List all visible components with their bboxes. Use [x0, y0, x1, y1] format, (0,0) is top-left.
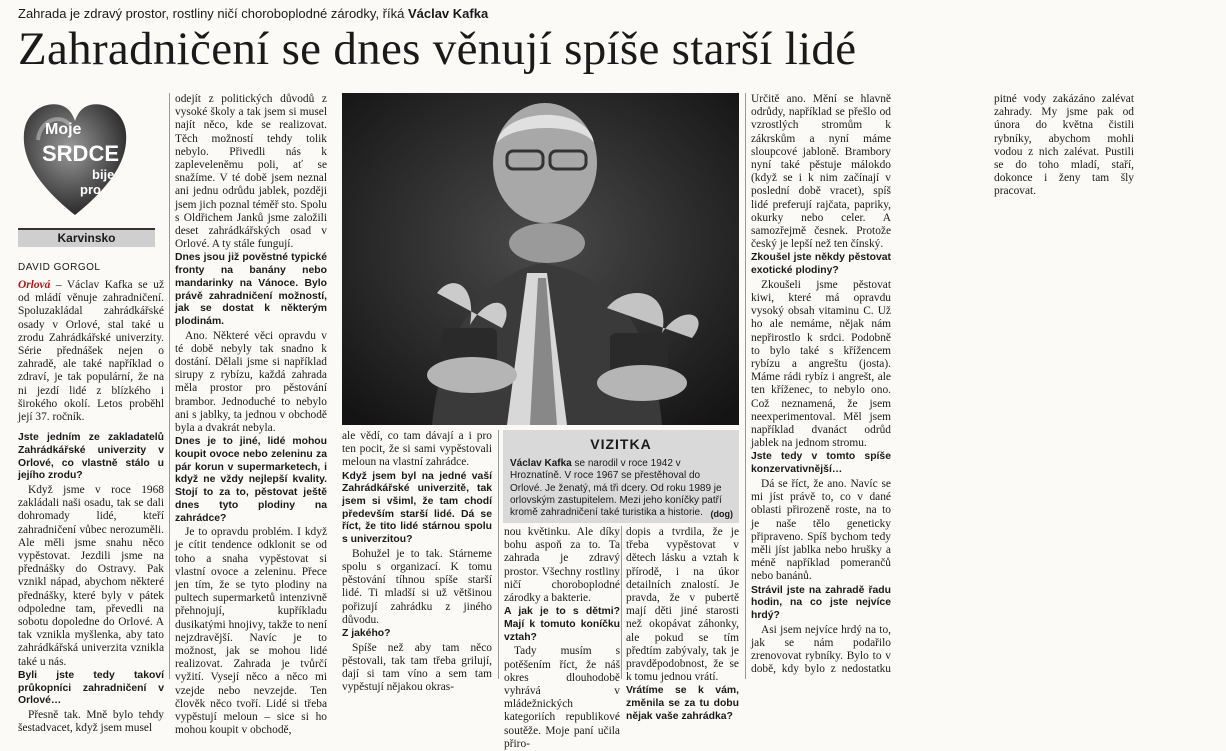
- question: Jste tedy v tomto spíše konzervativnější…: [751, 451, 891, 476]
- author-byline: DAVID GORGOL: [18, 262, 101, 273]
- logo-line3: bije: [92, 167, 115, 182]
- column-5: [626, 526, 739, 722]
- box-name: Václav Kafka: [510, 458, 572, 469]
- question: Jste jedním ze zakladatelů Zahrádkářské univerzity v Orlové, co vlastně stálo u jejího zrodu?: [18, 432, 164, 482]
- box-title: VIZITKA: [590, 436, 652, 452]
- paragraph: Zkoušeli jsme pěstovat kiwi, které má opravdu vysoký obsah vitaminu C. Už ho ale nemáme, nějak nám nepřirostlo k srdci. Podobně to bylo také s křížencem rybízu a angreštu (josta). Máme rádi rybíz i angrešt, ale ten kříženec, to nebylo ono. Což neznamená, že jsem neexperimentoval. Měl jsem například dvanáct odrůd jablek na jednom stromu.: [751, 278, 891, 450]
- question: Z jakého?: [342, 628, 391, 640]
- paragraph: Asi jsem nejvíce hrdý na to, jak se nám podařilo zrenovovat rybníky. Bylo to v době, kdy bylo z nedostatku pitné vody zakázáno zalévat zahrady. My jsme pak od února do května čistili rybníky, abychom mohli vodou z nich zalévat. Pustili se do toho mladí, staří, dokonce i ženy tam šly pracovat.: [751, 93, 1134, 676]
- dateline-place: Orlová: [18, 279, 51, 291]
- paragraph: Bohužel je to tak. Stárneme spolu s organizací. K tomu pěstování tíhnou spíše starší lidé. Ti mladší si už většinou pořizují zahrádku z jiného důvodu.: [342, 547, 492, 626]
- rubric-label: Karvinsko: [18, 228, 155, 247]
- question: Zkoušel jste někdy pěstovat exotické plodiny?: [751, 252, 891, 277]
- kicker-text: Zahrada je zdravý prostor, rostliny ničí choroboplodné zárodky, říká: [18, 6, 408, 21]
- photo-image: [342, 93, 739, 425]
- box-signature: (dog): [710, 509, 733, 519]
- logo-line1: Moje: [45, 121, 82, 138]
- question: Byli jste tedy takoví průkopníci zahradničení v Orlové…: [18, 669, 164, 707]
- logo-line4: pro: [80, 182, 101, 197]
- question: Dnes je to jiné, lidé mohou koupit ovoce nebo zeleninu za pár korun v supermarketech, i když ne vždy nejlepší kvality. Stojí to za to, pěstovat ještě dnes tyto plodiny na zahrádce?: [175, 436, 327, 524]
- box-body: se narodil v roce 1942 v Hroznatíně. V roce 1967 se přestěhoval do Orlové. Je ženatý, má tři dcery. Od roku 1989 je orlovským zastupitelem. Mezi jeho koníčky patří kromě zahradničení také turistika a historie.: [510, 458, 722, 519]
- paragraph: Přesně tak. Mně bylo tehdy šestadvacet, když jsem musel: [18, 709, 164, 735]
- paragraph: Spíše než aby tam něco pěstovali, tak tam třeba grilují, dají si tam víno a sem tam vypěstují nějakou okras-: [342, 641, 492, 694]
- kicker: [18, 6, 488, 21]
- paragraph: Tady musím s potěšením říct, že náš okres dlouhodobě vyhrává v mládežnických kategoriích republikové soutěže. Moje paní učila přiro-: [504, 645, 620, 750]
- paragraph: Je to opravdu problém. I když je cítit tendence odklonit se od toho a snaha vypěstovat si vlastní ovoce a zeleninu. Přece jen tím, že se tyto plodiny na pultech supermarketů intenzivně přehnojují, kupříkladu dusikatými hnojivy, takže to není nejzdravější. Navíc je to možnost, jak se mohou lidé realizovat. Zahrada je tvůrčí vyžití. Vysejí něco a něco mi vzejde nebo nevzejde. Ten člověk něco tvoří. Lidé si třeba vypěstují meloun – sice si ho mohou koupit v obchodě,: [175, 526, 327, 737]
- column-3: [342, 430, 492, 694]
- column-4: [504, 526, 620, 750]
- headline: Zahradničení se dnes věnují spíše starší lidé: [18, 23, 857, 75]
- paragraph: Určitě ano. Mění se hlavně odrůdy, například se přešlo od vzrostlých stromům k zákrskům a nyní máme sloupcové jabloně. Brambory nyní také pěstuje málokdo (když se i k nim začínají v poslední době vracet), spíš lidé preferují rajčata, papriky, okurky nebo celer. A samozřejmě česnek. Protože český je lepší než ten čínský.: [751, 93, 891, 251]
- heart-logo: [20, 95, 130, 220]
- column-rule: [498, 430, 499, 679]
- question: Vrátíme se k vám, změnila se za tu dobu nějak vaše zahrádka?: [626, 685, 739, 722]
- question: Dnes jsou již pověstné typické fronty na banány nebo mandarinky na Vánoce. Bylo právě zahradničení možností, jak se dostat k některým plodinám.: [175, 252, 327, 327]
- box-text: [510, 458, 734, 519]
- column-1: [18, 279, 164, 735]
- column-rule: [169, 93, 170, 679]
- paragraph: nou květinku. Ale díky bohu aspoň za to. Ta zahrada je zdravý prostor. Všechny rostliny ničí choroboplodné zárodky a bakterie.: [504, 526, 620, 605]
- question: Strávil jste na zahradě řadu hodin, na co jste nejvíce hrdý?: [751, 584, 891, 621]
- paragraph: – Václav Kafka se už od mládí věnuje zahradničení. Spoluzakládal zahrádkářské osady v Orlové, stal také u zrodu Zahrádkářské univerzity. Série přednášek nejen o zahradě, ale také například o zdraví, je tak populární, že na ni jezdí lidé z blízkého i širokého okolí. Letos proběhl její 37. ročník.: [18, 279, 164, 424]
- kicker-name: Václav Kafka: [407, 6, 489, 21]
- column-6: [751, 93, 1134, 681]
- column-rule: [745, 93, 746, 679]
- column-6-inner: [751, 93, 1134, 681]
- column-2: [175, 93, 327, 737]
- paragraph: ale vědí, co tam dávají a i pro ten pocit, že si sami vypěstovali meloun na vlastní zahrádce.: [342, 430, 492, 469]
- question: Když jsem byl na jedné vaší Zahrádkářské univerzitě, tak jsem si všiml, že tam chodí především starší lidé. Dá se říct, že tito lidé stárnou spolu s univerzitou?: [342, 470, 492, 546]
- paragraph: Dá se říct, že ano. Navíc se mi jíst právě to, co v dané oblasti přirozeně roste, na to je naše tělo geneticky připraveno. Spíš bychom tedy měli jíst jablka nebo hrušky a méně například pomerančů nebo banánů.: [751, 477, 891, 583]
- portrait-photo: [342, 93, 739, 425]
- paragraph: dopis a tvrdila, že je třeba vypěstovat v dětech lásku a vztah k přírodě, i na úkor detailních znalostí. Je pravda, že v pubertě mají děti jiné starosti než okopávat záhonky, ale pokud se tím předtím zabývaly, tak je pravděpodobnost, že se k tomu jednou vrátí.: [626, 526, 739, 684]
- paragraph: Ano. Některé věci opravdu v té době nebyly tak snadno k dostání. Dělali jsme si například sirupy z rybízu, každá zahrada měla prostor pro pěstování brambor. Jednoduché to nebylo ani s jablky, ta jednou v obchodě byla a dvakrát nebyla.: [175, 329, 327, 435]
- column-rule: [621, 526, 622, 679]
- paragraph: Když jsme v roce 1968 zakládali naši osadu, tak se dali dohromady lidé, kteří zahradničení vůbec nerozuměli. Ale měli jsme snahu něco vypěstovat. Jezdili jsme na přednášky do Ostravy. Pak vznikl nápad, abychom některé přednášky, které byly v pátek odpoledne tam, převedli na sobotu dopoledne do Orlové. A tak vznikla myšlenka, aby tato zahrádkářská univerzita vznikla také u nás.: [18, 484, 164, 668]
- logo-line2: SRDCE: [42, 141, 120, 166]
- paragraph: odejít z politických důvodů z vysoké školy a tak jsem si musel najít něco, kde se realizovat. Těch možností tehdy tolik nebylo. Přivedli nás k zapleveleněmu poli, ať se snažíme. V té době jsem neznal ani jednu odrůdu jablek, později jsem jich poznal téměř sto. Spolu s Oldřichem Janků jsme založili deset zahrádkářských osad v Orlové. A ty stále fungují.: [175, 93, 327, 251]
- question: A jak je to s dětmi? Mají k tomuto koníčku vztah?: [504, 606, 620, 643]
- vizitka-box: [503, 430, 739, 523]
